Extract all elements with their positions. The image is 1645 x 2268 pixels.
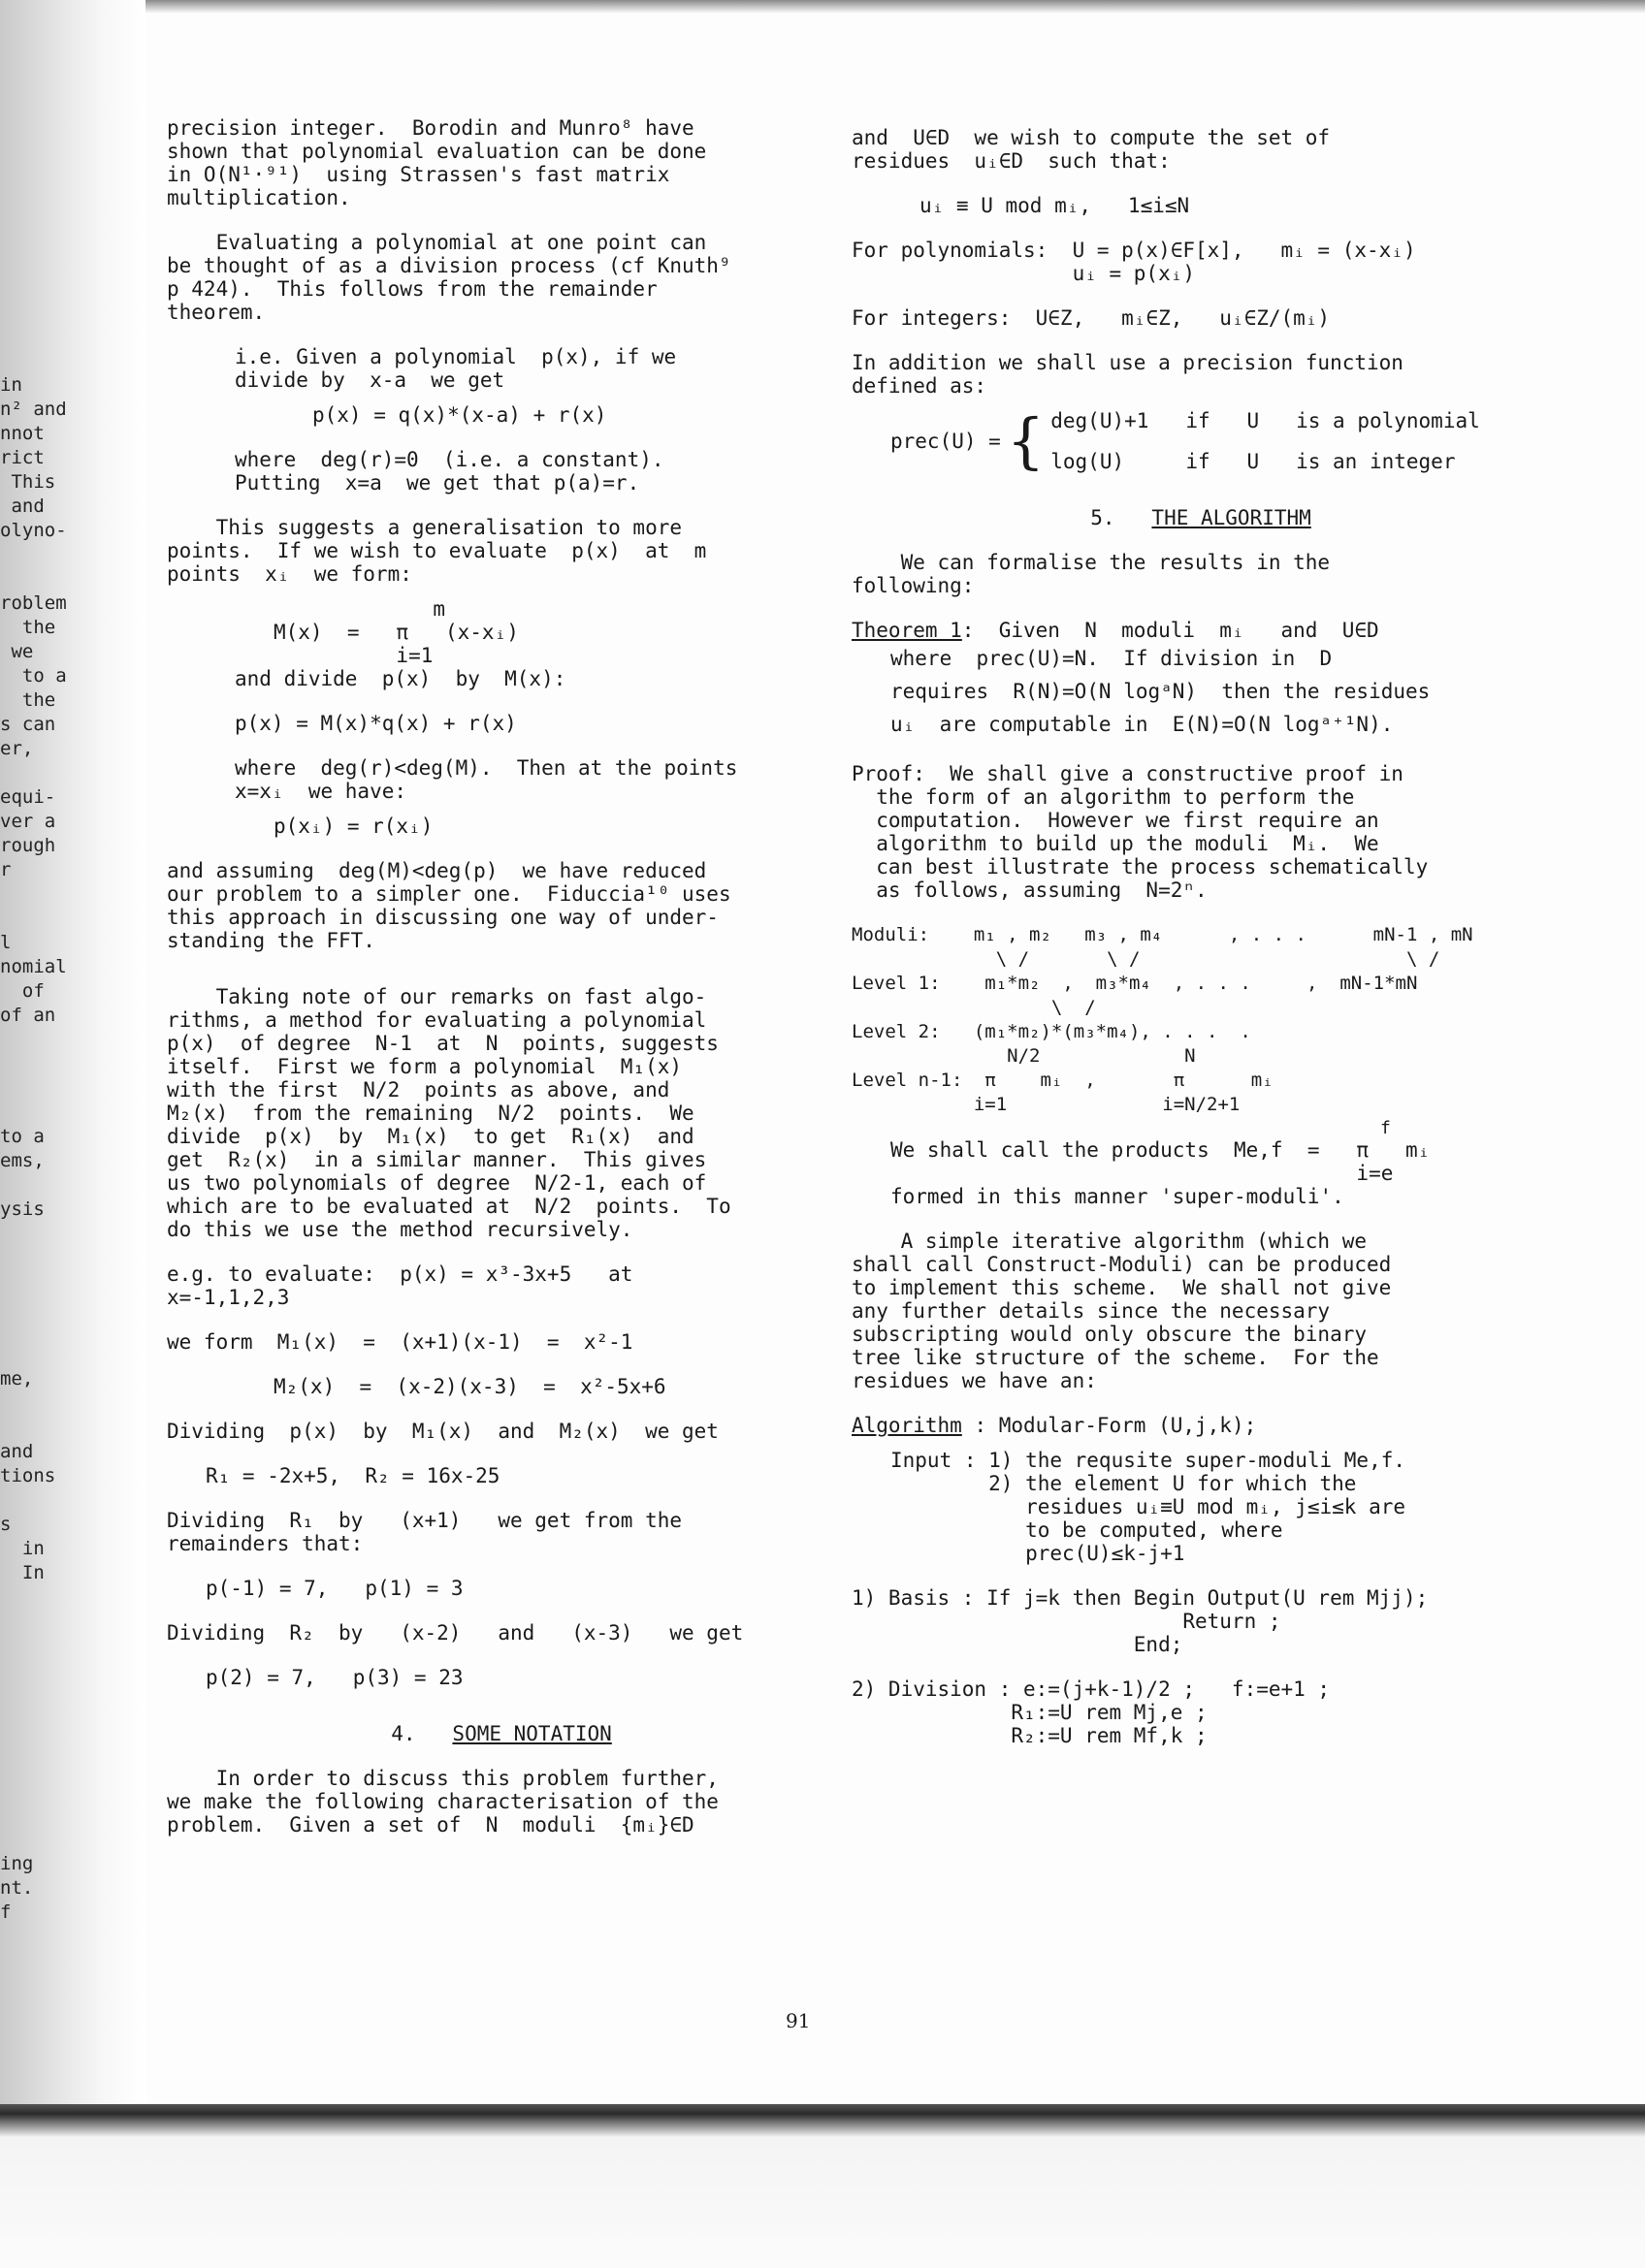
paragraph: In order to discuss this problem further, we make the following characterisation of the problem. Given a set of N moduli {mᵢ}∈D [167,1767,719,1837]
margin-fragment-line: the [0,617,56,638]
margin-fragment-line [0,1779,68,1804]
proof: Proof: We shall give a constructive proof in the form of an algorithm to perform the computation. However we first require an algorithm to build up the moduli Mᵢ. We can best illustrate the process schematically as follows, assuming N=2ⁿ. [852,762,1429,902]
facing-page-fragment [0,373,68,1925]
margin-fragment-line: ing [0,1853,34,1874]
scan-top-shadow [0,0,1645,14]
margin-fragment-line: equi- [0,786,56,808]
right-column [852,126,1550,1747]
paragraph: e.g. to evaluate: p(x) = x³-3x+5 at x=-1,1,2,3 [167,1262,633,1309]
margin-fragment-line: l [0,932,12,953]
equation: uᵢ ≡ U mod mᵢ, 1≤i≤N [919,194,1190,217]
brace-icon: { [1006,405,1046,476]
algorithm-input: Input : 1) the requsite super-moduli Me,f. 2) the element U for which the residues uᵢ≡U mod mᵢ, j≤i≤k are to be computed, where prec(U)≤k-j+1 [890,1449,1406,1565]
equation: p(-1) = 7, p(1) = 3 [206,1577,464,1600]
section-heading-5 [852,506,1550,529]
margin-fragment-line: nt. [0,1877,34,1899]
margin-fragment-line [0,1076,68,1101]
margin-fragment-line [0,1101,68,1125]
margin-fragment-line [0,1343,68,1367]
algorithm-header [852,1414,1550,1437]
equation: m M(x) = π (x-xᵢ) i=1 [274,597,519,667]
margin-fragment-line [0,1707,68,1731]
margin-fragment-line: This [0,471,56,493]
prec-lhs: prec(U) = [890,430,1001,453]
paragraph: and divide p(x) by M(x): [235,667,566,690]
margin-fragment-line: n² and [0,399,67,420]
algorithm-step-basis: 1) Basis : If j=k then Begin Output(U rem Mjj); Return ; End; [852,1586,1429,1656]
moduli-scheme: Moduli: m₁ , m₂ m₃ , m₄ , . . . mN-1 , mN \ / \ / \ / Level 1: m₁*m₂ , m₃*m₄ , . . . , mN-1*mN \ / Level 2: (m₁*m₂)*(m₃*m₄), . . . . N/2 N Level n-1: π mᵢ , π mᵢ i=1 i=N/2+1 [852,924,1473,1115]
margin-fragment-line: olyno- [0,520,67,541]
paragraph: we form M₁(x) = (x+1)(x-1) = x²-1 [167,1330,633,1354]
margin-fragment-line [0,1585,68,1610]
paragraph: This suggests a generalisation to more points. If we wish to evaluate p(x) at m points xᵢ we form: [167,516,707,586]
margin-fragment-line [0,1682,68,1707]
margin-fragment-line [0,543,68,567]
margin-fragment-line [0,1416,68,1440]
theorem-text: : Given N moduli mᵢ and U∈D [961,619,1379,642]
paragraph: We shall call the products Me,f = π mᵢ i=e formed in this manner 'super-moduli'. [890,1138,1431,1208]
equation: p(xᵢ) = r(xᵢ) [274,815,434,838]
margin-fragment-line: to a [0,1126,45,1147]
margin-fragment-line [0,1391,68,1416]
product-upper-limit: f [1380,1118,1391,1138]
precision-definition [852,405,1550,476]
margin-fragment-line [0,1028,68,1052]
margin-fragment-line: f [0,1901,12,1923]
margin-fragment-line [0,907,68,931]
paragraph: Dividing p(x) by M₁(x) and M₂(x) we get [167,1420,719,1443]
section-number: 4. [391,1722,416,1745]
paragraph: In addition we shall use a precision function defined as: [852,351,1403,398]
equation: R₁ = -2x+5, R₂ = 16x-25 [206,1464,500,1487]
algorithm-title: : Modular-Form (U,j,k); [961,1414,1257,1437]
margin-fragment-line: to a [0,665,67,687]
margin-fragment-line: s can [0,714,56,735]
margin-fragment-line: of an [0,1005,56,1026]
paragraph: i.e. Given a polynomial p(x), if we divide by x-a we get [235,345,677,392]
margin-fragment-line: rict [0,447,45,468]
equation: M₂(x) = (x-2)(x-3) = x²-5x+6 [274,1375,666,1398]
margin-fragment-line [0,1804,68,1828]
margin-fragment-line: ems, [0,1150,45,1171]
margin-fragment-line [0,1755,68,1779]
paragraph: For integers: U∈Z, mᵢ∈Z, uᵢ∈Z/(mᵢ) [852,306,1331,330]
super-moduli-definition [852,1118,1550,1208]
margin-fragment-line: ver a [0,811,56,832]
theorem-header [852,619,1550,642]
margin-fragment-line: tions [0,1465,56,1486]
left-column [167,116,836,1837]
margin-fragment-line [0,1294,68,1319]
paragraph: Dividing R₂ by (x-2) and (x-3) we get [167,1621,744,1645]
section-heading-4 [167,1722,836,1745]
paragraph: precision integer. Borodin and Munro⁸ have shown that polynomial evaluation can be done in O(N¹·⁹¹) using Strassen's fast matrix multiplication. [167,116,707,209]
section-title: SOME NOTATION [452,1722,612,1745]
margin-fragment-line [0,1488,68,1513]
margin-fragment-line [0,1610,68,1634]
paragraph: where deg(r)<deg(M). Then at the points x=xᵢ we have: [235,756,738,803]
section-title: THE ALGORITHM [1151,506,1311,529]
section-number: 5. [1090,506,1115,529]
paragraph: and assuming deg(M)<deg(p) we have reduced our problem to a simpler one. Fiduccia¹⁰ uses this approach in discussing one way of under- standing the FFT. [167,859,731,952]
margin-fragment-line [0,1173,68,1198]
margin-fragment-line: we [0,641,34,662]
prec-case-1: deg(U)+1 if U is a polynomial [1050,409,1480,432]
paragraph: Dividing R₁ by (x+1) we get from the remainders that: [167,1509,683,1555]
paragraph: For polynomials: U = p(x)∈F[x], mᵢ = (x-xᵢ) uᵢ = p(xᵢ) [852,239,1416,285]
margin-fragment-line: In [0,1562,45,1583]
algorithm-step-division: 2) Division : e:=(j+k-1)/2 ; f:=e+1 ; R₁:=U rem Mj,e ; R₂:=U rem Mf,k ; [852,1677,1331,1747]
margin-fragment-line: s [0,1514,12,1535]
margin-fragment-line: of [0,980,45,1002]
margin-fragment-line: me, [0,1368,34,1390]
prec-case-2: log(U) if U is an integer [1050,450,1456,473]
paragraph: Evaluating a polynomial at one point can be thought of as a division process (cf Knuth⁹ p 424). This follows from the remainder theorem. [167,231,731,324]
margin-fragment-line [0,1828,68,1852]
margin-fragment-line [0,1270,68,1294]
margin-fragment-line: nomial [0,956,67,977]
paragraph: We can formalise the results in the following: [852,551,1331,597]
margin-fragment-line [0,1731,68,1755]
margin-fragment-line: and [0,1441,34,1462]
theorem-body: where prec(U)=N. If division in D requires R(N)=O(N logᵃN) then the residues uᵢ are computable in E(N)=O(N logᵃ⁺¹N). [890,647,1431,736]
paragraph: A simple iterative algorithm (which we shall call Construct-Moduli) can be produced to implement this scheme. We shall not give any further details since the necessary subscripting would only obscure the binary tree like structure of the scheme. For the residues we have an: [852,1230,1392,1392]
paragraph: where deg(r)=0 (i.e. a constant). Putting x=a we get that p(a)=r. [235,448,664,495]
algorithm-label: Algorithm [852,1414,962,1437]
margin-fragment-line [0,1246,68,1270]
paragraph: Taking note of our remarks on fast algo- rithms, a method for evaluating a polynomial p(x) of degree N-1 at N points, suggests itself. First we form a polynomial M₁(x) with the first N/2 points as above, and M₂(x) from the remaining N/2 points. We divide p(x) by M₁(x) to get R₁(x) and get R₂(x) in a similar manner. This gives us two polynomials of degree N/2-1, each of which are to be evaluated at N/2 points. To do this we use the method recursively. [167,985,731,1241]
margin-fragment-line [0,1634,68,1658]
margin-fragment-line: roblem [0,592,67,614]
equation: p(x) = M(x)*q(x) + r(x) [235,712,517,735]
margin-fragment-line: nnot [0,423,45,444]
margin-fragment-line: ysis [0,1198,45,1220]
margin-fragment-line [0,1658,68,1682]
page-number: 91 [786,2009,811,2032]
paragraph: and U∈D we wish to compute the set of residues uᵢ∈D such that: [852,126,1331,173]
margin-fragment-line [0,1222,68,1246]
scan-bottom-shadow [0,2104,1645,2268]
margin-fragment-line: in [0,1538,45,1559]
margin-fragment-line: and [0,495,45,517]
margin-fragment-line: rough [0,835,56,856]
margin-fragment-line: the [0,689,56,711]
margin-fragment-line [0,1319,68,1343]
margin-fragment-line [0,567,68,591]
margin-fragment-line: in [0,374,22,396]
equation: p(x) = q(x)*(x-a) + r(x) [312,403,607,427]
margin-fragment-line: r [0,859,12,880]
equation: p(2) = 7, p(3) = 23 [206,1666,464,1689]
margin-fragment-line [0,1052,68,1076]
margin-fragment-line [0,882,68,907]
margin-fragment-line: er, [0,738,34,759]
margin-fragment-line [0,761,68,785]
theorem-label: Theorem 1 [852,619,962,642]
